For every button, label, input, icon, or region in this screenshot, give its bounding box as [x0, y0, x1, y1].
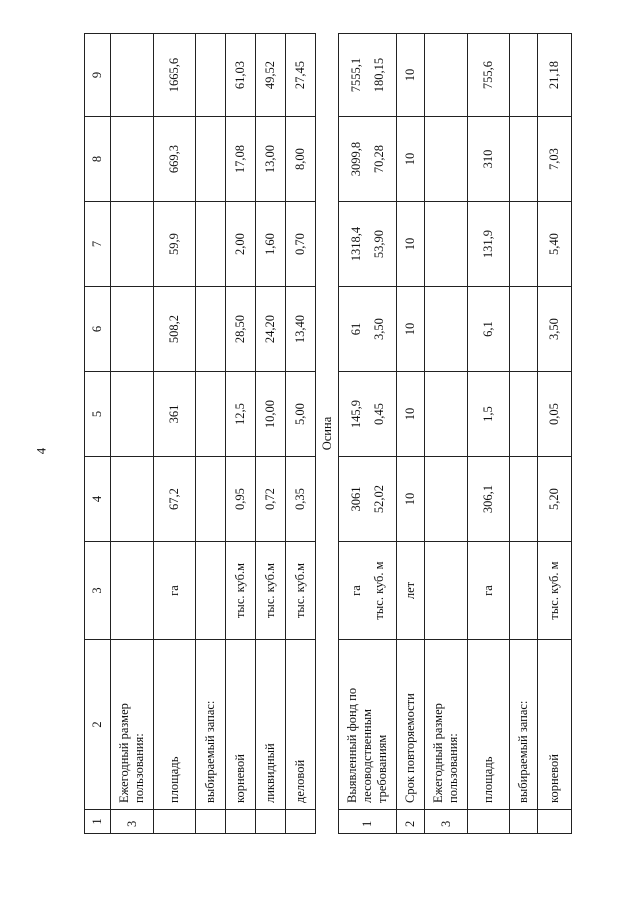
cell-value: 7,03	[538, 117, 572, 202]
col-number: 7	[85, 202, 111, 287]
row-name: площадь	[468, 640, 510, 810]
section-title: Осина	[316, 34, 339, 834]
cell-value: 10	[397, 372, 425, 457]
cell-value: 21,18	[538, 34, 572, 117]
cell-value	[196, 372, 226, 457]
row-unit: га	[154, 542, 196, 640]
cell-value	[510, 117, 538, 202]
col-number: 5	[85, 372, 111, 457]
row-unit: тыс. куб.м	[226, 542, 256, 640]
cell-value: 17,08	[226, 117, 256, 202]
row-name: Выявленный фонд по лесоводственным требованиям	[339, 640, 397, 810]
table-row	[226, 34, 256, 834]
row-number: 3	[111, 810, 154, 834]
cell-value	[425, 287, 468, 372]
row-unit	[339, 542, 397, 640]
cell-value	[510, 457, 538, 542]
table-row	[256, 34, 286, 834]
cell-value-pair: 3061 52,02	[339, 457, 397, 542]
row-name: корневой	[538, 640, 572, 810]
cell-value	[111, 117, 154, 202]
cell-value	[196, 287, 226, 372]
cell-value: 13,00	[256, 117, 286, 202]
table-row	[510, 34, 538, 834]
cell-value	[425, 202, 468, 287]
row-number	[538, 810, 572, 834]
row-unit	[111, 542, 154, 640]
section-header-row	[316, 34, 339, 834]
row-name: ликвидный	[256, 640, 286, 810]
row-name: Ежегодный размер пользования:	[425, 640, 468, 810]
table-row	[196, 34, 226, 834]
column-numbers-row	[85, 34, 111, 834]
cell-value-pair: 145,9 0,45	[339, 372, 397, 457]
cell-value: 0,05	[538, 372, 572, 457]
table-row	[468, 34, 510, 834]
row-name: корневой	[226, 640, 256, 810]
cell-value: 10,00	[256, 372, 286, 457]
cell-value-pair: 1318,4 53,90	[339, 202, 397, 287]
row-unit	[510, 542, 538, 640]
cell-value: 27,45	[286, 34, 316, 117]
cell-value: 24,20	[256, 287, 286, 372]
cell-value: 61,03	[226, 34, 256, 117]
cell-value	[196, 457, 226, 542]
row-name: Ежегодный размер пользования:	[111, 640, 154, 810]
row-number	[468, 810, 510, 834]
row-unit: тыс. куб.м	[256, 542, 286, 640]
cell-value-pair: 3099,8 70,28	[339, 117, 397, 202]
cell-value	[510, 372, 538, 457]
cell-value	[196, 34, 226, 117]
row-number	[286, 810, 316, 834]
row-name: выбираемый запас:	[510, 640, 538, 810]
cell-value: 5,00	[286, 372, 316, 457]
cell-value: 49,52	[256, 34, 286, 117]
row-number: 1	[339, 810, 397, 834]
cell-value	[425, 457, 468, 542]
cell-value: 10	[397, 117, 425, 202]
cell-value-pair: 61 3,50	[339, 287, 397, 372]
cell-value: 361	[154, 372, 196, 457]
cell-value	[510, 34, 538, 117]
table-row	[111, 34, 154, 834]
cell-value: 2,00	[226, 202, 256, 287]
cell-value	[425, 117, 468, 202]
cell-value: 0,70	[286, 202, 316, 287]
row-name: Срок повторяемости	[397, 640, 425, 810]
page-number: 4	[33, 447, 49, 455]
cell-value: 10	[397, 287, 425, 372]
cell-value: 669,3	[154, 117, 196, 202]
cell-value	[510, 287, 538, 372]
row-number	[256, 810, 286, 834]
row-name: деловой	[286, 640, 316, 810]
cell-value	[111, 287, 154, 372]
table-row	[286, 34, 316, 834]
row-unit: тыс. куб. м	[538, 542, 572, 640]
col-number: 6	[85, 287, 111, 372]
cell-value	[111, 372, 154, 457]
cell-value: 3,50	[538, 287, 572, 372]
cell-value: 10	[397, 457, 425, 542]
cell-value: 1665,6	[154, 34, 196, 117]
table-row	[538, 34, 572, 834]
unit-area: га	[348, 585, 363, 596]
cell-value	[425, 372, 468, 457]
cell-value: 67,2	[154, 457, 196, 542]
row-unit	[196, 542, 226, 640]
cell-value	[510, 202, 538, 287]
cell-value: 28,50	[226, 287, 256, 372]
cell-value: 0,35	[286, 457, 316, 542]
cell-value	[425, 34, 468, 117]
cell-value: 1,60	[256, 202, 286, 287]
col-number: 4	[85, 457, 111, 542]
row-name: выбираемый запас:	[196, 640, 226, 810]
data-table	[84, 33, 572, 834]
cell-value	[196, 202, 226, 287]
col-number: 8	[85, 117, 111, 202]
cell-value: 5,40	[538, 202, 572, 287]
row-number: 2	[397, 810, 425, 834]
col-number: 9	[85, 34, 111, 117]
cell-value: 8,00	[286, 117, 316, 202]
cell-value: 131,9	[468, 202, 510, 287]
cell-value: 1,5	[468, 372, 510, 457]
table-row	[154, 34, 196, 834]
cell-value	[111, 457, 154, 542]
row-number	[226, 810, 256, 834]
cell-value: 508,2	[154, 287, 196, 372]
row-name: площадь	[154, 640, 196, 810]
cell-value: 10	[397, 34, 425, 117]
cell-value-pair: 7555,1 180,15	[339, 34, 397, 117]
cell-value: 755,6	[468, 34, 510, 117]
row-unit: тыс. куб.м	[286, 542, 316, 640]
table-row	[397, 34, 425, 834]
cell-value: 12,5	[226, 372, 256, 457]
cell-value	[111, 202, 154, 287]
row-unit: лет	[397, 542, 425, 640]
cell-value: 59,9	[154, 202, 196, 287]
row-unit	[425, 542, 468, 640]
cell-value: 0,95	[226, 457, 256, 542]
rotated-table-container	[84, 57, 639, 834]
cell-value	[196, 117, 226, 202]
cell-value: 10	[397, 202, 425, 287]
cell-value: 13,40	[286, 287, 316, 372]
cell-value: 306,1	[468, 457, 510, 542]
row-number	[510, 810, 538, 834]
table-row	[425, 34, 468, 834]
col-number: 3	[85, 542, 111, 640]
row-number: 3	[425, 810, 468, 834]
unit-volume: тыс. куб. м	[371, 561, 386, 620]
cell-value: 0,72	[256, 457, 286, 542]
col-number: 1	[85, 810, 111, 834]
row-unit: га	[468, 542, 510, 640]
cell-value: 310	[468, 117, 510, 202]
row-number	[154, 810, 196, 834]
table-row	[339, 34, 397, 834]
col-number: 2	[85, 640, 111, 810]
cell-value: 6,1	[468, 287, 510, 372]
cell-value	[111, 34, 154, 117]
row-number	[196, 810, 226, 834]
cell-value: 5,20	[538, 457, 572, 542]
